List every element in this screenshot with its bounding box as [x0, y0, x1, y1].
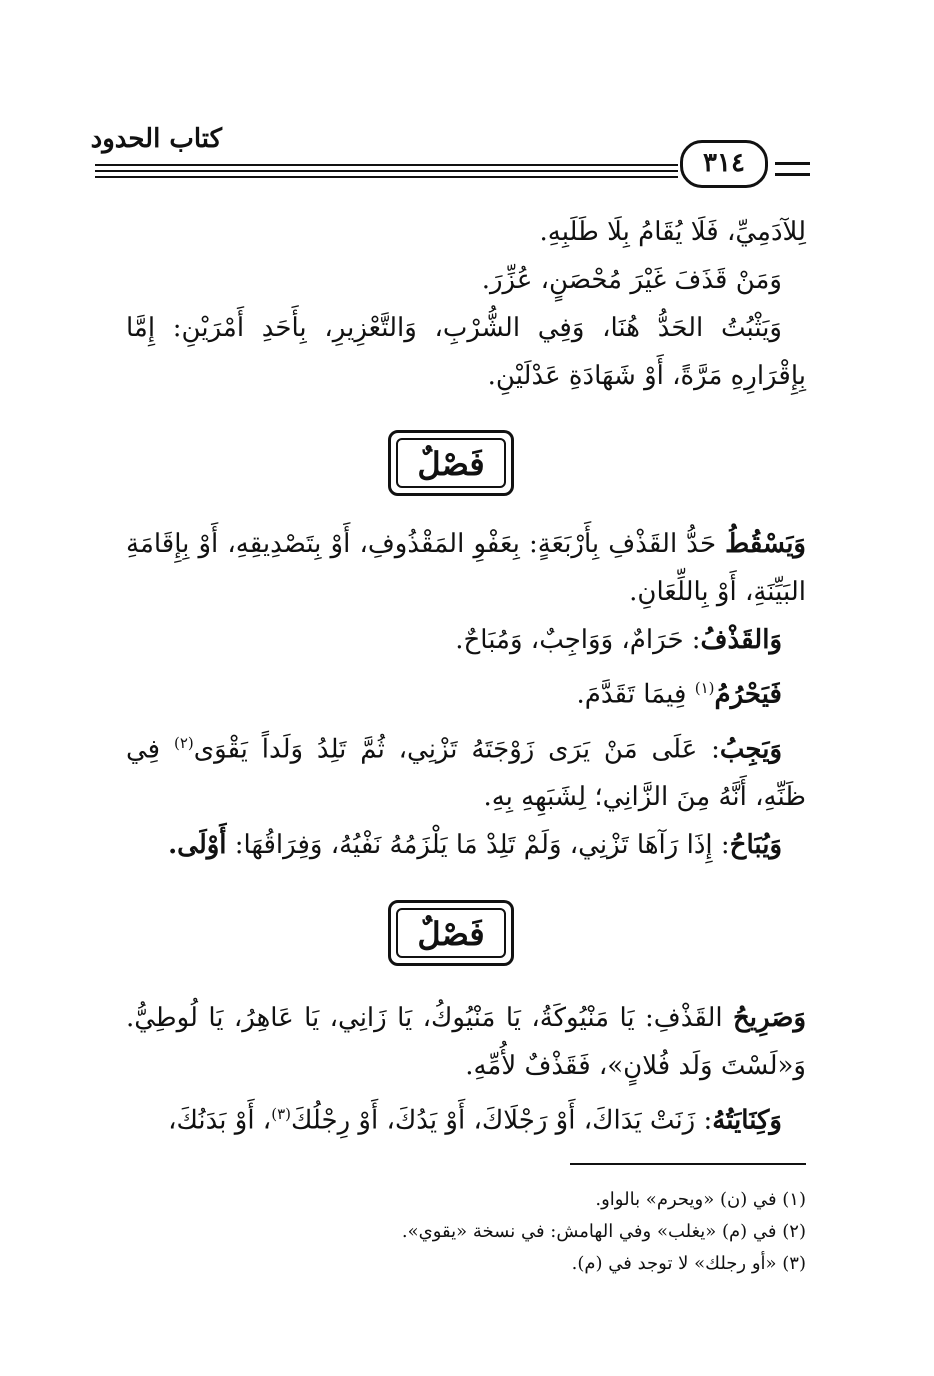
section-2-text: [126, 994, 806, 1145]
paragraph: [126, 719, 806, 822]
paragraph: [126, 664, 806, 719]
paragraph-text: : زَنَتْ يَدَاكَ، أَوْ رَجْلَاكَ، أَوْ يَدُكَ، أَوْ رِجْلُكَ: [290, 1105, 713, 1136]
header-rule: [95, 164, 678, 166]
paragraph-text: : إِذَا رَآهَا تَزْنِي، وَلَمْ تَلِدْ مَا يَلْزَمُهُ نَفْيُهُ، وَفِرَاقُهَا:: [226, 830, 730, 861]
lead-word: وَيَجِبُ: [719, 734, 782, 765]
footnotes: [126, 1184, 806, 1280]
page-number: ٣١٤: [680, 140, 768, 188]
book-title: كتاب الحدود: [90, 124, 222, 154]
section-heading: فَصْلٌ: [396, 908, 506, 958]
section-heading-box: [388, 430, 514, 496]
footnote: (٣) «أو رجلك» لا توجد في (م).: [571, 1253, 806, 1274]
lead-word: فَيَحْرُمُ: [714, 679, 782, 710]
header-rule: [95, 170, 678, 172]
paragraph-text: القَذْفِ: يَا مَنْيُوكَةُ، يَا مَنْيُوكُ، يَا زَانِي، يَا عَاهِرُ، يَا لُوطِيُّ. وَ«لَسْتَ وَلَد فُلانٍ»، فَقَذْفٌ لأُمِّهِ.: [126, 1003, 806, 1081]
lead-word: وَيَسْقُطُ: [725, 529, 806, 559]
footnote: (١) في (ن) «ويحرم» بالواو.: [595, 1189, 806, 1210]
paragraph: وَيَثْبُتُ الحَدُّ هُنَا، وَفِي الشُّرْبِ، وَالتَّعْزِيرِ، بِأَحَدِ أَمْرَيْنِ: إِمَّا بِإِقْرَارِهِ مَرَّةً، أَوْ شَهَادَةِ عَدْلَيْنِ.: [126, 313, 806, 391]
footnote-separator: [570, 1163, 806, 1165]
lead-word: وَكِنَايَتُهُ: [712, 1105, 782, 1136]
paragraph: وَمَنْ قَذَفَ غَيْرَ مُحْصَنٍ، عُزِّرَ.: [481, 265, 782, 295]
paragraph: [126, 994, 806, 1090]
footnote-marker: (٢): [173, 733, 194, 752]
lead-word: وَصَرِيحُ: [733, 1003, 806, 1033]
section-heading: فَصْلٌ: [396, 438, 506, 488]
paragraph-text: حَدُّ القَذْفِ بِأَرْبَعَةٍ: بِعَفْوِ المَقْذُوفِ، أَوْ بِتَصْدِيقِهِ، أَوْ بِإِقَامَةِ البَيِّنَةِ، أَوْ بِاللِّعَانِ.: [126, 529, 806, 607]
paragraph: لِلآدَمِيِّ، فَلَا يُقَامُ بِلَا طَلَبِهِ.: [539, 217, 806, 247]
paragraph-text: فِي ظَنِّهِ، أَنَّهُ مِنَ الزَّانِي؛ لِشَبَهِهِ بِهِ.: [126, 734, 806, 813]
page-header: [90, 118, 810, 188]
paragraph: [126, 821, 806, 869]
paragraph-text: : عَلَى مَنْ يَرَى زَوْجَتَهُ تَزْنِي، ثُمَّ تَلِدُ وَلَداً يَقْوَى: [193, 734, 720, 765]
lead-word: وَالقَذْفُ: [700, 625, 782, 655]
footnote-marker: (٣): [271, 1105, 291, 1123]
paragraph-end: أَوْلَى.: [168, 830, 227, 861]
paragraph-text: ، أَوْ بَدَنُكَ،: [168, 1105, 272, 1136]
paragraph-text: : حَرَامٌ، وَوَاجِبٌ، وَمُبَاحٌ.: [455, 625, 701, 655]
top-text: [126, 208, 806, 400]
section-heading-box: [388, 900, 514, 966]
footnote: (٢) في (م) «يغلب» وفي الهامش: في نسخة «يقوي».: [401, 1221, 806, 1242]
paragraph-text: فِيمَا تَقَدَّمَ.: [576, 679, 695, 710]
paragraph: [126, 520, 806, 616]
footnote-marker: (١): [694, 679, 715, 697]
lead-word: وَيُبَاحُ: [729, 830, 782, 861]
paragraph: [126, 616, 806, 664]
header-rule: [95, 176, 678, 178]
section-1-text: [126, 520, 806, 869]
header-ornament: [775, 162, 810, 176]
paragraph: [126, 1090, 806, 1145]
